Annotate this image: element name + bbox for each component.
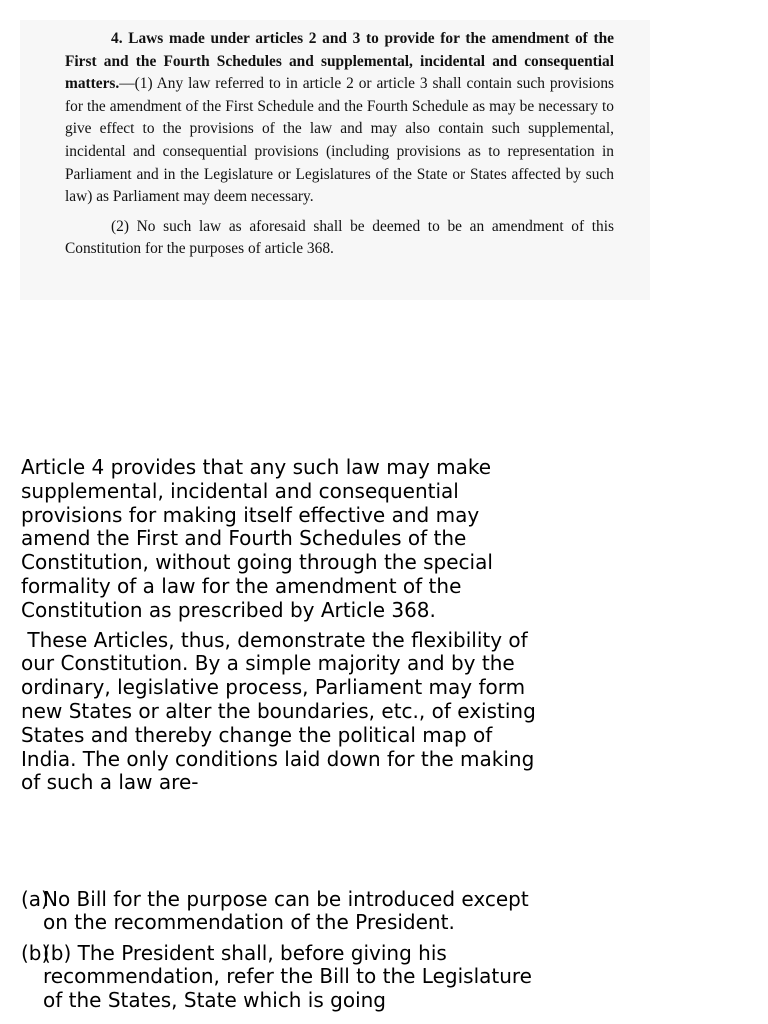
- paragraph-article-4: Article 4 provides that any such law may make supplemental, incidental and consequential provisions for making itself effective and may amend the First and Fourth Schedules of the Constitution, without going through the special formality of a law for the amendment of the Constitution as prescribed by Article 368.: [21, 455, 493, 622]
- excerpt-clause-2: (2) No such law as aforesaid shall be deemed to be an amendment of this Constitution for the purposes of article 368.: [65, 217, 614, 258]
- excerpt-text: [65, 28, 614, 261]
- list-item-text: No Bill for the purpose can be introduced except on the recommendation of the President.: [43, 887, 529, 935]
- constitution-excerpt-image: [20, 20, 650, 300]
- list-marker: (b): [21, 940, 50, 965]
- excerpt-clause-1-text: —(1) Any law referred to in article 2 or article 3 shall contain such provisions for the amendment of the First Schedule and the Fourth Schedule as may be necessary to give effect to the provisions of the law and may also contain such supplemental, incidental and consequential provisions (including provisions as to representation in Parliament and in the Legislature or Legislatures of the State or States affected by such law) as Parliament may deem necessary.: [65, 75, 614, 206]
- list-item: [21, 942, 551, 1012]
- list-item: [21, 888, 551, 935]
- body-text: [21, 456, 551, 795]
- paragraph-flexibility: These Articles, thus, demonstrate the flexibility of our Constitution. By a simple majority and by the ordinary, legislative process, Parliament may form new States or alter the boundaries, etc., of existing States and thereby change the political map of India. The only conditions laid down for the making of such a law are-: [21, 627, 543, 795]
- excerpt-heading: 4. Laws made under articles 2 and 3 to provide for the amendment of the First and the Fourth Schedules and supplemental, incidental and consequential matters.: [65, 30, 614, 93]
- excerpt-clause-1: [65, 28, 614, 209]
- conditions-list: [21, 888, 551, 1012]
- list-item-text: (b) The President shall, before giving his recommendation, refer the Bill to the Legislature of the States, State which is going: [43, 940, 532, 1012]
- list-marker: (a): [21, 887, 49, 911]
